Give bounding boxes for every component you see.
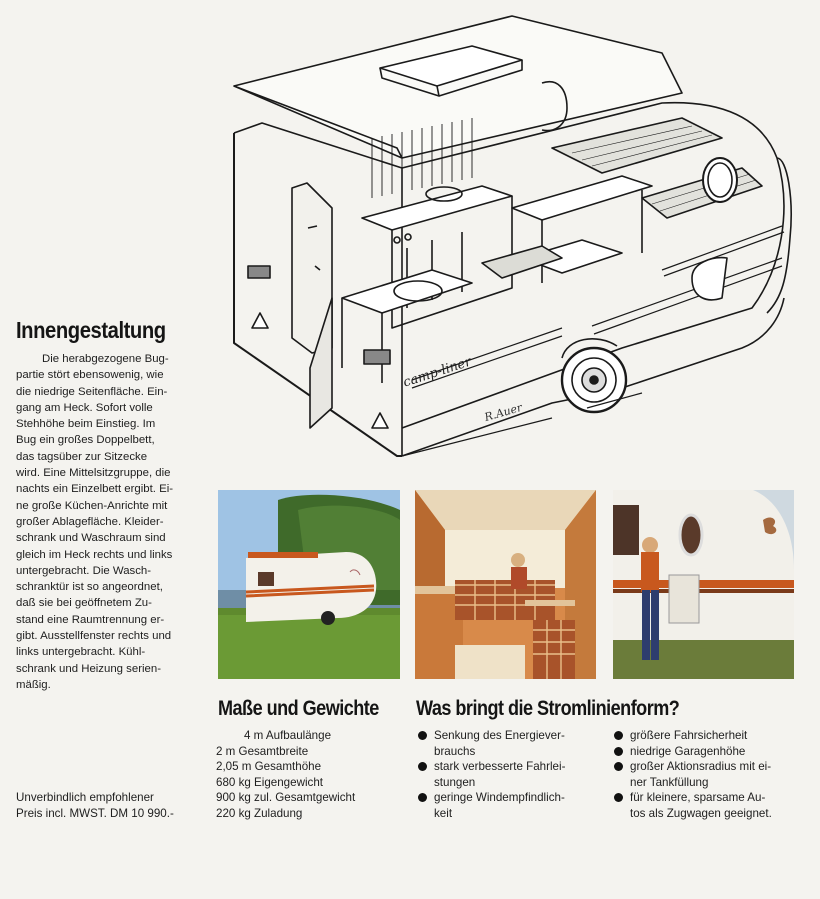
text-line: gibt. Ausstellfenster rechts und xyxy=(16,630,172,643)
text-line: schrank und Heizung serien- xyxy=(16,662,161,675)
bullet-item xyxy=(612,759,802,790)
bullet-text: stungen xyxy=(434,775,476,789)
text-line: das tagsüber zur Sitzecke xyxy=(16,450,148,463)
bullet-text: ner Tankfüllung xyxy=(630,775,709,789)
bullet-item xyxy=(416,759,601,790)
text-line: nachts ein Einzelbett ergibt. Ei- xyxy=(16,483,174,496)
section-title: Innengestaltung xyxy=(16,317,166,343)
bullet-item xyxy=(612,744,802,760)
list-item: 900 kg zul. Gesamtgewicht xyxy=(216,791,356,805)
photo-caravan-rear-door xyxy=(613,490,794,679)
intro-paragraph xyxy=(16,351,198,693)
text-line: gleich im Heck rechts und links xyxy=(16,548,173,561)
text-line: mäßig. xyxy=(16,678,51,691)
text-line: großer Ablagefläche. Kleider- xyxy=(16,515,164,528)
bullet-text: für kleinere, sparsame Au- xyxy=(630,791,766,805)
text-line: wird. Eine Mittelsitzgruppe, die xyxy=(16,467,171,480)
list-item: 680 kg Eigengewicht xyxy=(216,775,323,789)
dimensions-title: Maße und Gewichte xyxy=(218,697,379,720)
bullet-icon xyxy=(614,747,623,756)
bullet-text: niedrige Garagenhöhe xyxy=(630,744,746,758)
dimensions-list xyxy=(216,728,355,822)
bullet-icon xyxy=(614,731,623,740)
text-line: die niedrige Seitenfläche. Ein- xyxy=(16,385,168,398)
artist-signature: R.Auer xyxy=(482,400,524,425)
bullet-icon xyxy=(614,793,623,802)
bullet-icon xyxy=(418,731,427,740)
bullet-item xyxy=(612,790,802,821)
bullet-icon xyxy=(418,793,427,802)
text-line: stand eine Raumtrennung er- xyxy=(16,613,165,626)
bullet-text: großer Aktionsradius mit ei- xyxy=(630,760,772,774)
bullet-text: stark verbesserte Fahrlei- xyxy=(434,760,566,774)
text-line: Bug ein großes Doppelbett, xyxy=(16,434,155,447)
text-line: daß sie bei geöffnetem Zu- xyxy=(16,597,152,610)
list-item: 2 m Gesamtbreite xyxy=(216,744,309,758)
text-line: schranktür ist so angeordnet, xyxy=(16,581,163,594)
bullet-icon xyxy=(418,762,427,771)
bullet-item xyxy=(416,790,601,821)
bullet-text: geringe Windempfindlich- xyxy=(434,791,565,805)
benefits-list-right xyxy=(612,728,802,822)
price-note xyxy=(16,790,174,821)
benefits-list-left xyxy=(416,728,601,822)
streamline-title: Was bringt die Stromlinienform? xyxy=(416,697,680,720)
list-item: 4 m Aufbaulänge xyxy=(244,729,332,742)
photo-caravan-exterior xyxy=(218,490,400,679)
bullet-item xyxy=(416,728,601,759)
text-line: gang am Heck. Sofort volle xyxy=(16,401,153,414)
text-line: partie stört ebensowenig, wie xyxy=(16,369,164,382)
text-line: Preis incl. MWST. DM 10 990.- xyxy=(16,806,174,820)
list-item: 2,05 m Gesamthöhe xyxy=(216,760,322,774)
photo-caravan-interior xyxy=(415,490,596,679)
text-line: ne große Küchen-Anrichte mit xyxy=(16,499,168,512)
caravan-cutaway-illustration xyxy=(222,8,800,470)
text-line: Stehhöhe beim Einstieg. Im xyxy=(16,418,156,431)
text-line: links untergebracht. Kühl- xyxy=(16,646,146,659)
bullet-item xyxy=(612,728,802,744)
bullet-text: tos als Zugwagen geeignet. xyxy=(630,806,772,820)
text-line: Unverbindlich empfohlener xyxy=(16,791,154,804)
text-line: Die herabgezogene Bug- xyxy=(42,353,169,365)
list-item: 220 kg Zuladung xyxy=(216,806,303,820)
bullet-text: größere Fahrsicherheit xyxy=(630,729,748,742)
bullet-text: keit xyxy=(434,806,453,820)
brand-lettering: camp-liner xyxy=(401,354,474,391)
bullet-text: Senkung des Energiever- xyxy=(434,729,565,742)
text-line: untergebracht. Die Wasch- xyxy=(16,564,152,577)
bullet-text: brauchs xyxy=(434,744,476,758)
bullet-icon xyxy=(614,762,623,771)
text-line: schrank und Waschraum sind xyxy=(16,532,166,545)
